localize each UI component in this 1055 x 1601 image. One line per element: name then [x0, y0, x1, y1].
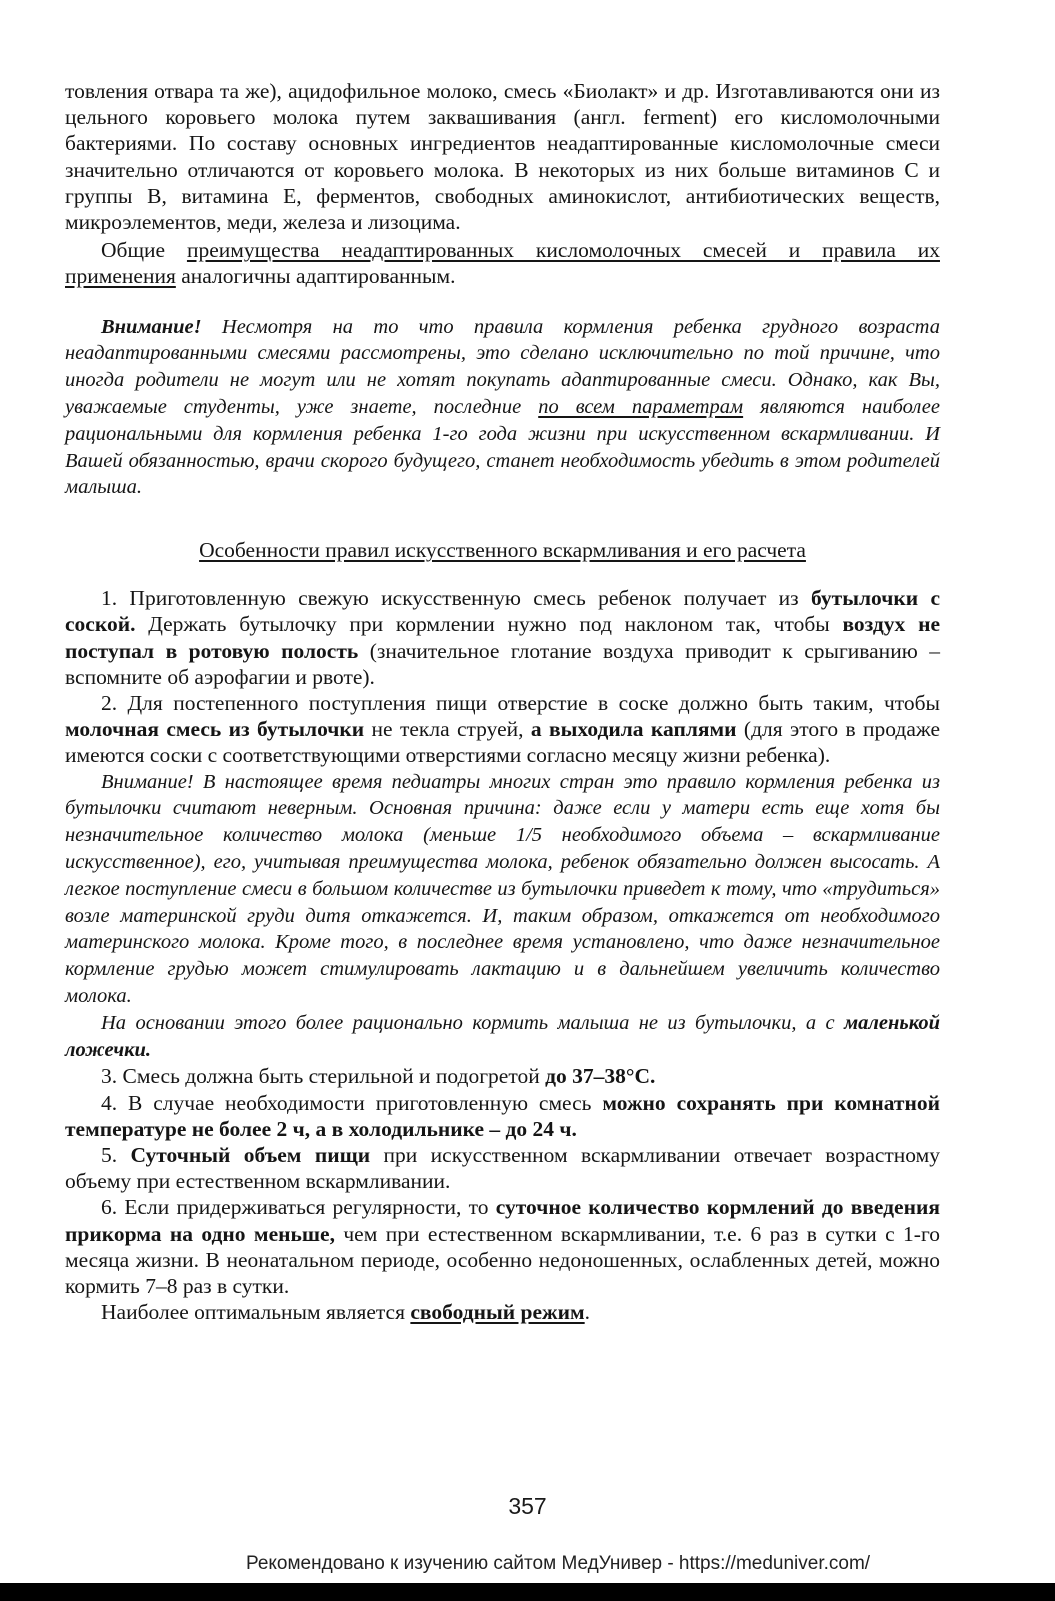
list-item-6 — [65, 1194, 940, 1299]
final-period: . — [584, 1300, 591, 1325]
final-paragraph — [65, 1299, 940, 1325]
final-text: Наиболее оптимальным является — [101, 1300, 411, 1325]
item-2-bold-b: а выходила каплями — [530, 717, 737, 742]
page-content — [65, 78, 940, 1325]
item-2-text-b: не текла струей, — [364, 717, 531, 742]
item-5-text: при искусственном вскармливании отвечает возрастному объему при естественном вскармливании. — [65, 1143, 940, 1194]
item-1-text-b: Держать бутылочку при кормлении нужно под наклоном так, чтобы — [135, 612, 843, 637]
item-5-bold: Суточный объем пищи — [130, 1143, 371, 1167]
footer-bar — [0, 1583, 1055, 1601]
list-item-3 — [65, 1063, 940, 1089]
item-2-text-a: 2. Для постепенного поступления пищи отверстие в соске должно быть таким, чтобы — [101, 691, 940, 716]
item-1-bold-b: воздух не поступал в ротовую полость — [65, 612, 940, 663]
item-1-text-a: 1. Приготовленную свежую искусственную смесь ребенок получает из — [101, 586, 811, 611]
page-number: 357 — [508, 1493, 547, 1519]
attention-note-3 — [65, 1010, 940, 1064]
attention-note-2 — [65, 769, 940, 1010]
attention-note-1 — [65, 314, 940, 502]
item-6-text-b: чем при естественном вскармливании, т.е. 6 раз в сутки с 1-го месяца жизни. В неонатальном периоде, особенно недоношенных, ослабленных детей, можно кормить 7–8 раз в сутки. — [65, 1221, 940, 1299]
attention-label: Внимание! — [101, 315, 202, 338]
item-4-bold: можно сохранять при комнатной температуре не более 2 ч, а в холодильнике – до 24 ч. — [65, 1090, 940, 1141]
item-3-bold: до 37–38°С. — [545, 1064, 656, 1089]
paragraph-2-underlined: преимущества неадаптированных кисломолочных смесей и правила их применения — [65, 238, 940, 289]
item-6-text-a: 6. Если придерживаться регулярности, то — [101, 1195, 496, 1220]
paragraph-2-tail: аналогичны адаптированным. — [175, 264, 456, 289]
item-4-text: 4. В случае необходимости приготовленную смесь — [101, 1090, 603, 1115]
item-5-number: 5. — [101, 1143, 131, 1167]
attention-1-underlined: по всем параметрам — [538, 396, 744, 419]
section-heading — [65, 537, 940, 563]
paragraph-1 — [65, 78, 940, 235]
list-item-5 — [65, 1142, 940, 1194]
list-item-2 — [65, 690, 940, 769]
item-1-bold-a: бутылочки с соской. — [65, 586, 940, 637]
item-3-text: 3. Смесь должна быть стерильной и подогретой — [101, 1064, 546, 1089]
item-1-text-c: (значительное глотание воздуха приводит к срыгиванию – вспомните об аэрофагии и рвоте). — [65, 638, 940, 689]
list-item-1 — [65, 585, 940, 690]
item-2-text-c: (для этого в продаже имеются соски с соответствующими отверстиями согласно месяцу жизни ребенка). — [65, 717, 940, 768]
attention-3-text: На основании этого более рационально кормить малыша не из бутылочки, а с — [101, 1011, 845, 1034]
item-6-bold: суточное количество кормлений до введения прикорма на одно меньше, — [65, 1195, 940, 1246]
footer-text: Рекомендовано к изучению сайтом МедУнивер - https://meduniver.com/ — [246, 1553, 871, 1574]
section-heading-text: Особенности правил искусственного вскармливания и его расчета — [199, 538, 806, 563]
attention-2-text: Внимание! В настоящее время педиатры многих стран это правило кормления ребенка из бутылочки считают неверным. Основная причина: даже если у матери есть еще хотя бы незначительное количество молока (меньше 1/5 необходимого объема – вскармливание искусственное), его, учитывая преимущества молока, ребенок обязательно должен высосать. А легкое поступление смеси в большом количестве из бутылочки приведет к тому, что «трудиться» возле материнской груди дитя откажется. И, таким образом, откажется от необходимого материнского молока. Кроме того, в последнее время установлено, что даже незначительное кормление грудью может стимулировать лактацию и в дальнейшем увеличить количество молока. — [65, 770, 940, 1007]
paragraph-2-lead: Общие — [101, 238, 187, 263]
final-bold-underlined: свободный режим — [410, 1300, 585, 1325]
item-2-bold-a: молочная смесь из бутылочки — [65, 717, 365, 742]
attention-1-text-b: являются наиболее рациональными для кормления ребенка 1-го года жизни при искусственном вскармливании. И Вашей обязанностью, врачи скорого будущего, станет необходимость убедить в этом родителей малыша. — [65, 396, 940, 499]
list-item-4 — [65, 1090, 940, 1142]
attention-3-bold: маленькой ложечки. — [65, 1011, 940, 1061]
paragraph-2 — [65, 237, 940, 289]
paragraph-1-text: товления отвара та же), ацидофильное молоко, смесь «Биолакт» и др. Изготавливаются они из цельного коровьего молока путем заквашивания (англ. ferment) его кисломолочными бактериями. По составу основных ингредиентов неадаптированные кисломолочные смеси значительно отличаются от коровьего молока. В некоторых из них больше витаминов С и группы В, витамина Е, ферментов, свободных аминокислот, антибиотических веществ, микроэлементов, меди, железа и лизоцима. — [65, 79, 940, 235]
attention-1-text-a: Несмотря на то что правила кормления ребенка грудного возраста неадаптированными смесями рассмотрены, это сделано исключительно по той причине, что иногда родители не могут или не хотят покупать адаптированные смеси. Однако, как Вы, уважаемые студенты, уже знаете, последние — [65, 315, 940, 419]
